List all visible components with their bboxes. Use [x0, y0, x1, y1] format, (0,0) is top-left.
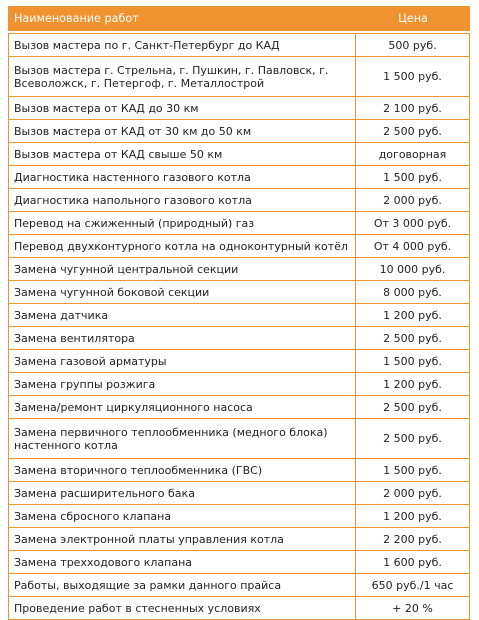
service-price: 2 100 руб.	[356, 97, 470, 120]
service-name: Замена сбросного клапана	[8, 505, 356, 528]
service-name: Замена газовой арматуры	[8, 350, 356, 373]
table-row	[8, 528, 470, 551]
table-row	[8, 57, 470, 97]
service-price: + 20 %	[356, 597, 470, 620]
table-row	[8, 304, 470, 327]
table-row	[8, 396, 470, 419]
service-price: 1 500 руб.	[356, 166, 470, 189]
service-price: 2 500 руб.	[356, 120, 470, 143]
table-row	[8, 97, 470, 120]
service-name: Вызов мастера по г. Санкт-Петербург до КАД	[8, 33, 356, 57]
table-row	[8, 327, 470, 350]
service-price: 2 000 руб.	[356, 189, 470, 212]
table-row	[8, 143, 470, 166]
service-name: Замена вентилятора	[8, 327, 356, 350]
service-name: Работы, выходящие за рамки данного прайса	[8, 574, 356, 597]
service-price: 2 200 руб.	[356, 528, 470, 551]
service-price: 1 500 руб.	[356, 350, 470, 373]
service-name: Замена электронной платы управления котла	[8, 528, 356, 551]
service-price: 2 500 руб.	[356, 396, 470, 419]
table-row	[8, 33, 470, 57]
service-price: От 4 000 руб.	[356, 235, 470, 258]
table-row	[8, 419, 470, 459]
service-name: Вызов мастера от КАД до 30 км	[8, 97, 356, 120]
table-row	[8, 350, 470, 373]
table-row	[8, 597, 470, 620]
service-name: Замена расширительного бака	[8, 482, 356, 505]
table-row	[8, 212, 470, 235]
table-row	[8, 551, 470, 574]
service-name: Вызов мастера от КАД от 30 км до 50 км	[8, 120, 356, 143]
service-name: Замена группы розжига	[8, 373, 356, 396]
service-price: 1 200 руб.	[356, 304, 470, 327]
table-row	[8, 235, 470, 258]
service-price: 1 500 руб.	[356, 459, 470, 482]
service-name: Диагностика настенного газового котла	[8, 166, 356, 189]
column-header-price: Цена	[356, 6, 470, 33]
table-row	[8, 373, 470, 396]
service-price: От 3 000 руб.	[356, 212, 470, 235]
service-name: Замена первичного теплообменника (медного блока) настенного котла	[8, 419, 356, 459]
service-name: Замена датчика	[8, 304, 356, 327]
table-row	[8, 482, 470, 505]
table-row	[8, 166, 470, 189]
service-name: Вызов мастера от КАД свыше 50 км	[8, 143, 356, 166]
service-name: Диагностика напольного газового котла	[8, 189, 356, 212]
table-row	[8, 574, 470, 597]
service-price: договорная	[356, 143, 470, 166]
service-name: Замена трехходового клапана	[8, 551, 356, 574]
table-row	[8, 258, 470, 281]
service-price: 500 руб.	[356, 33, 470, 57]
service-price: 2 500 руб.	[356, 327, 470, 350]
column-header-name: Наименование работ	[8, 6, 356, 33]
table-row	[8, 281, 470, 304]
service-price: 1 600 руб.	[356, 551, 470, 574]
service-name: Перевод на сжиженный (природный) газ	[8, 212, 356, 235]
table-row	[8, 120, 470, 143]
table-header-row	[8, 6, 470, 33]
service-price: 2 500 руб.	[356, 419, 470, 459]
service-price: 2 000 руб.	[356, 482, 470, 505]
table-row	[8, 459, 470, 482]
service-name: Перевод двухконтурного котла на одноконтурный котёл	[8, 235, 356, 258]
service-name: Проведение работ в стесненных условиях	[8, 597, 356, 620]
service-price: 1 200 руб.	[356, 373, 470, 396]
service-name: Замена чугунной боковой секции	[8, 281, 356, 304]
service-price: 10 000 руб.	[356, 258, 470, 281]
service-price: 1 200 руб.	[356, 505, 470, 528]
service-name: Замена вторичного теплообменника (ГВС)	[8, 459, 356, 482]
table-row	[8, 189, 470, 212]
price-table	[8, 6, 470, 620]
price-table-body	[8, 33, 470, 620]
service-name: Вызов мастера г. Стрельна, г. Пушкин, г. Павловск, г. Всеволожск, г. Петергоф, г. Металлострой	[8, 57, 356, 97]
table-row	[8, 505, 470, 528]
service-price: 1 500 руб.	[356, 57, 470, 97]
service-price: 8 000 руб.	[356, 281, 470, 304]
service-name: Замена/ремонт циркуляционного насоса	[8, 396, 356, 419]
service-name: Замена чугунной центральной секции	[8, 258, 356, 281]
service-price: 650 руб./1 час	[356, 574, 470, 597]
